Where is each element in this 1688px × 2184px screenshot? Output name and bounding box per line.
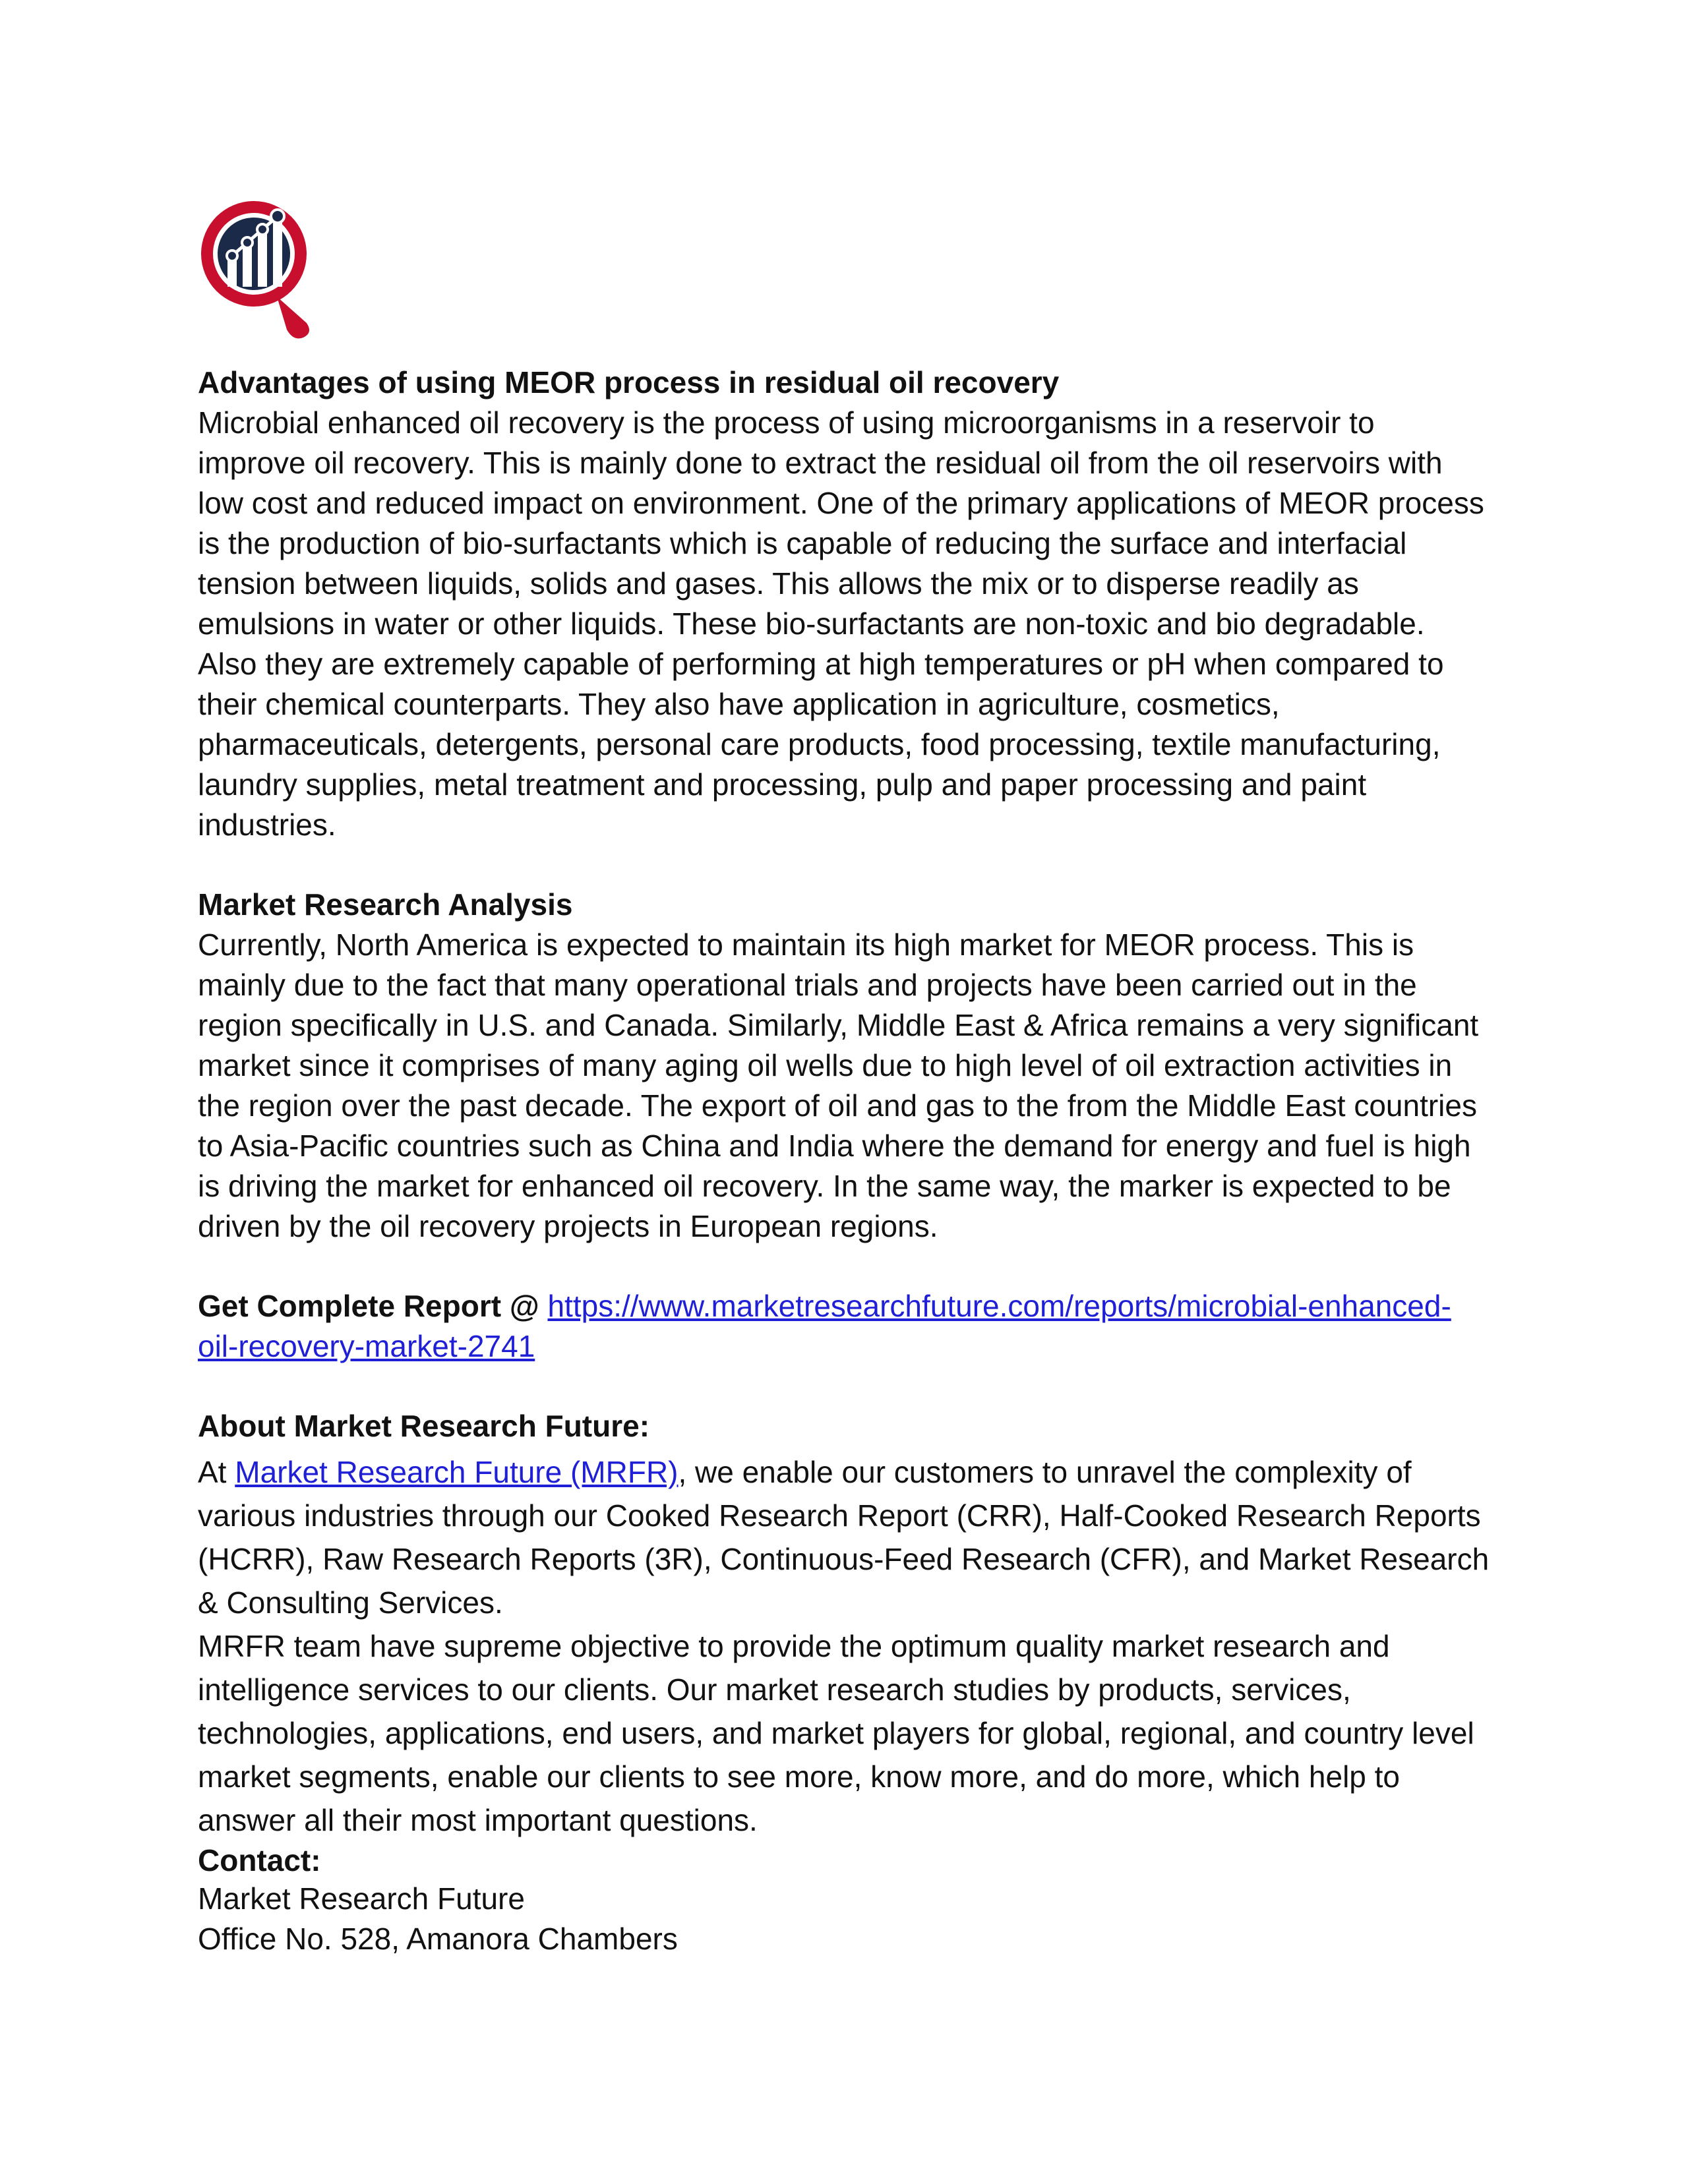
contact-label: Contact:: [198, 1843, 321, 1877]
about-body: [198, 1450, 1490, 1842]
get-report-line: [198, 1286, 1490, 1367]
contact-line-company: Market Research Future: [198, 1881, 525, 1916]
section-market-research-analysis: [198, 885, 1490, 1247]
section-heading: Market Research Analysis: [198, 887, 573, 922]
section-advantages: [198, 363, 1490, 845]
company-logo: [198, 198, 323, 349]
section-heading: About Market Research Future:: [198, 1409, 650, 1443]
report-link[interactable]: https://www.marketresearchfuture.com/reports/microbial-enhanced-oil-recovery-market-2741: [198, 1289, 1451, 1363]
section-heading: Advantages of using MEOR process in residual oil recovery: [198, 365, 1060, 399]
contact-line-address: Office No. 528, Amanora Chambers: [198, 1922, 678, 1956]
report-label: Get Complete Report @: [198, 1289, 539, 1323]
section-paragraph: Currently, North America is expected to maintain its high market for MEOR process. This is mainly due to the fact that many operational trials and projects have been carried out in the region specifically in U.S. and Canada. Similarly, Middle East & Africa remains a very significant market since it comprises of many aging oil wells due to high level of oil extraction activities in the region over the past decade. The export of oil and gas to the from the Middle East countries to Asia-Pacific countries such as China and India where the demand for energy and fuel is high is driving the market for enhanced oil recovery. In the same way, the marker is expected to be driven by the oil recovery projects in European regions.: [198, 928, 1479, 1243]
mrfr-link[interactable]: Market Research Future (MRFR): [235, 1455, 678, 1489]
magnifier-bar-chart-logo-icon: [198, 198, 323, 349]
section-paragraph: Microbial enhanced oil recovery is the process of using microorganisms in a reservoir to improve oil recovery. This is mainly done to extract the residual oil from the oil reservoirs with low cost and reduced impact on environment. One of the primary applications of MEOR process is the production of bio-surfactants which is capable of reducing the surface and interfacial tension between liquids, solids and gases. This allows the mix or to disperse readily as emulsions in water or other liquids. These bio-surfactants are non-toxic and bio degradable. Also they are extremely capable of performing at high temperatures or pH when compared to their chemical counterparts. They also have application in agriculture, cosmetics, pharmaceuticals, detergents, personal care products, food processing, textile manufacturing, laundry supplies, metal treatment and processing, pulp and paper processing and paint industries.: [198, 405, 1484, 842]
section-about: [198, 1406, 1490, 1959]
document-content: [198, 363, 1490, 1959]
about-intro-rest: , we enable our customers to unravel the complexity of various industries through our Cooked Research Report (CRR), Half-Cooked Research Reports (HCRR), Raw Research Reports (3R), Continuous-Feed Research (CFR), and Market Research & Consulting Services.: [198, 1455, 1490, 1620]
about-paragraph: MRFR team have supreme objective to provide the optimum quality market research and intelligence services to our clients. Our market research studies by products, services, technologies, applications, end users, and market players for global, regional, and country level market segments, enable our clients to see more, know more, and do more, which help to answer all their most important questions.: [198, 1629, 1474, 1837]
about-intro-prefix: At: [198, 1455, 227, 1489]
